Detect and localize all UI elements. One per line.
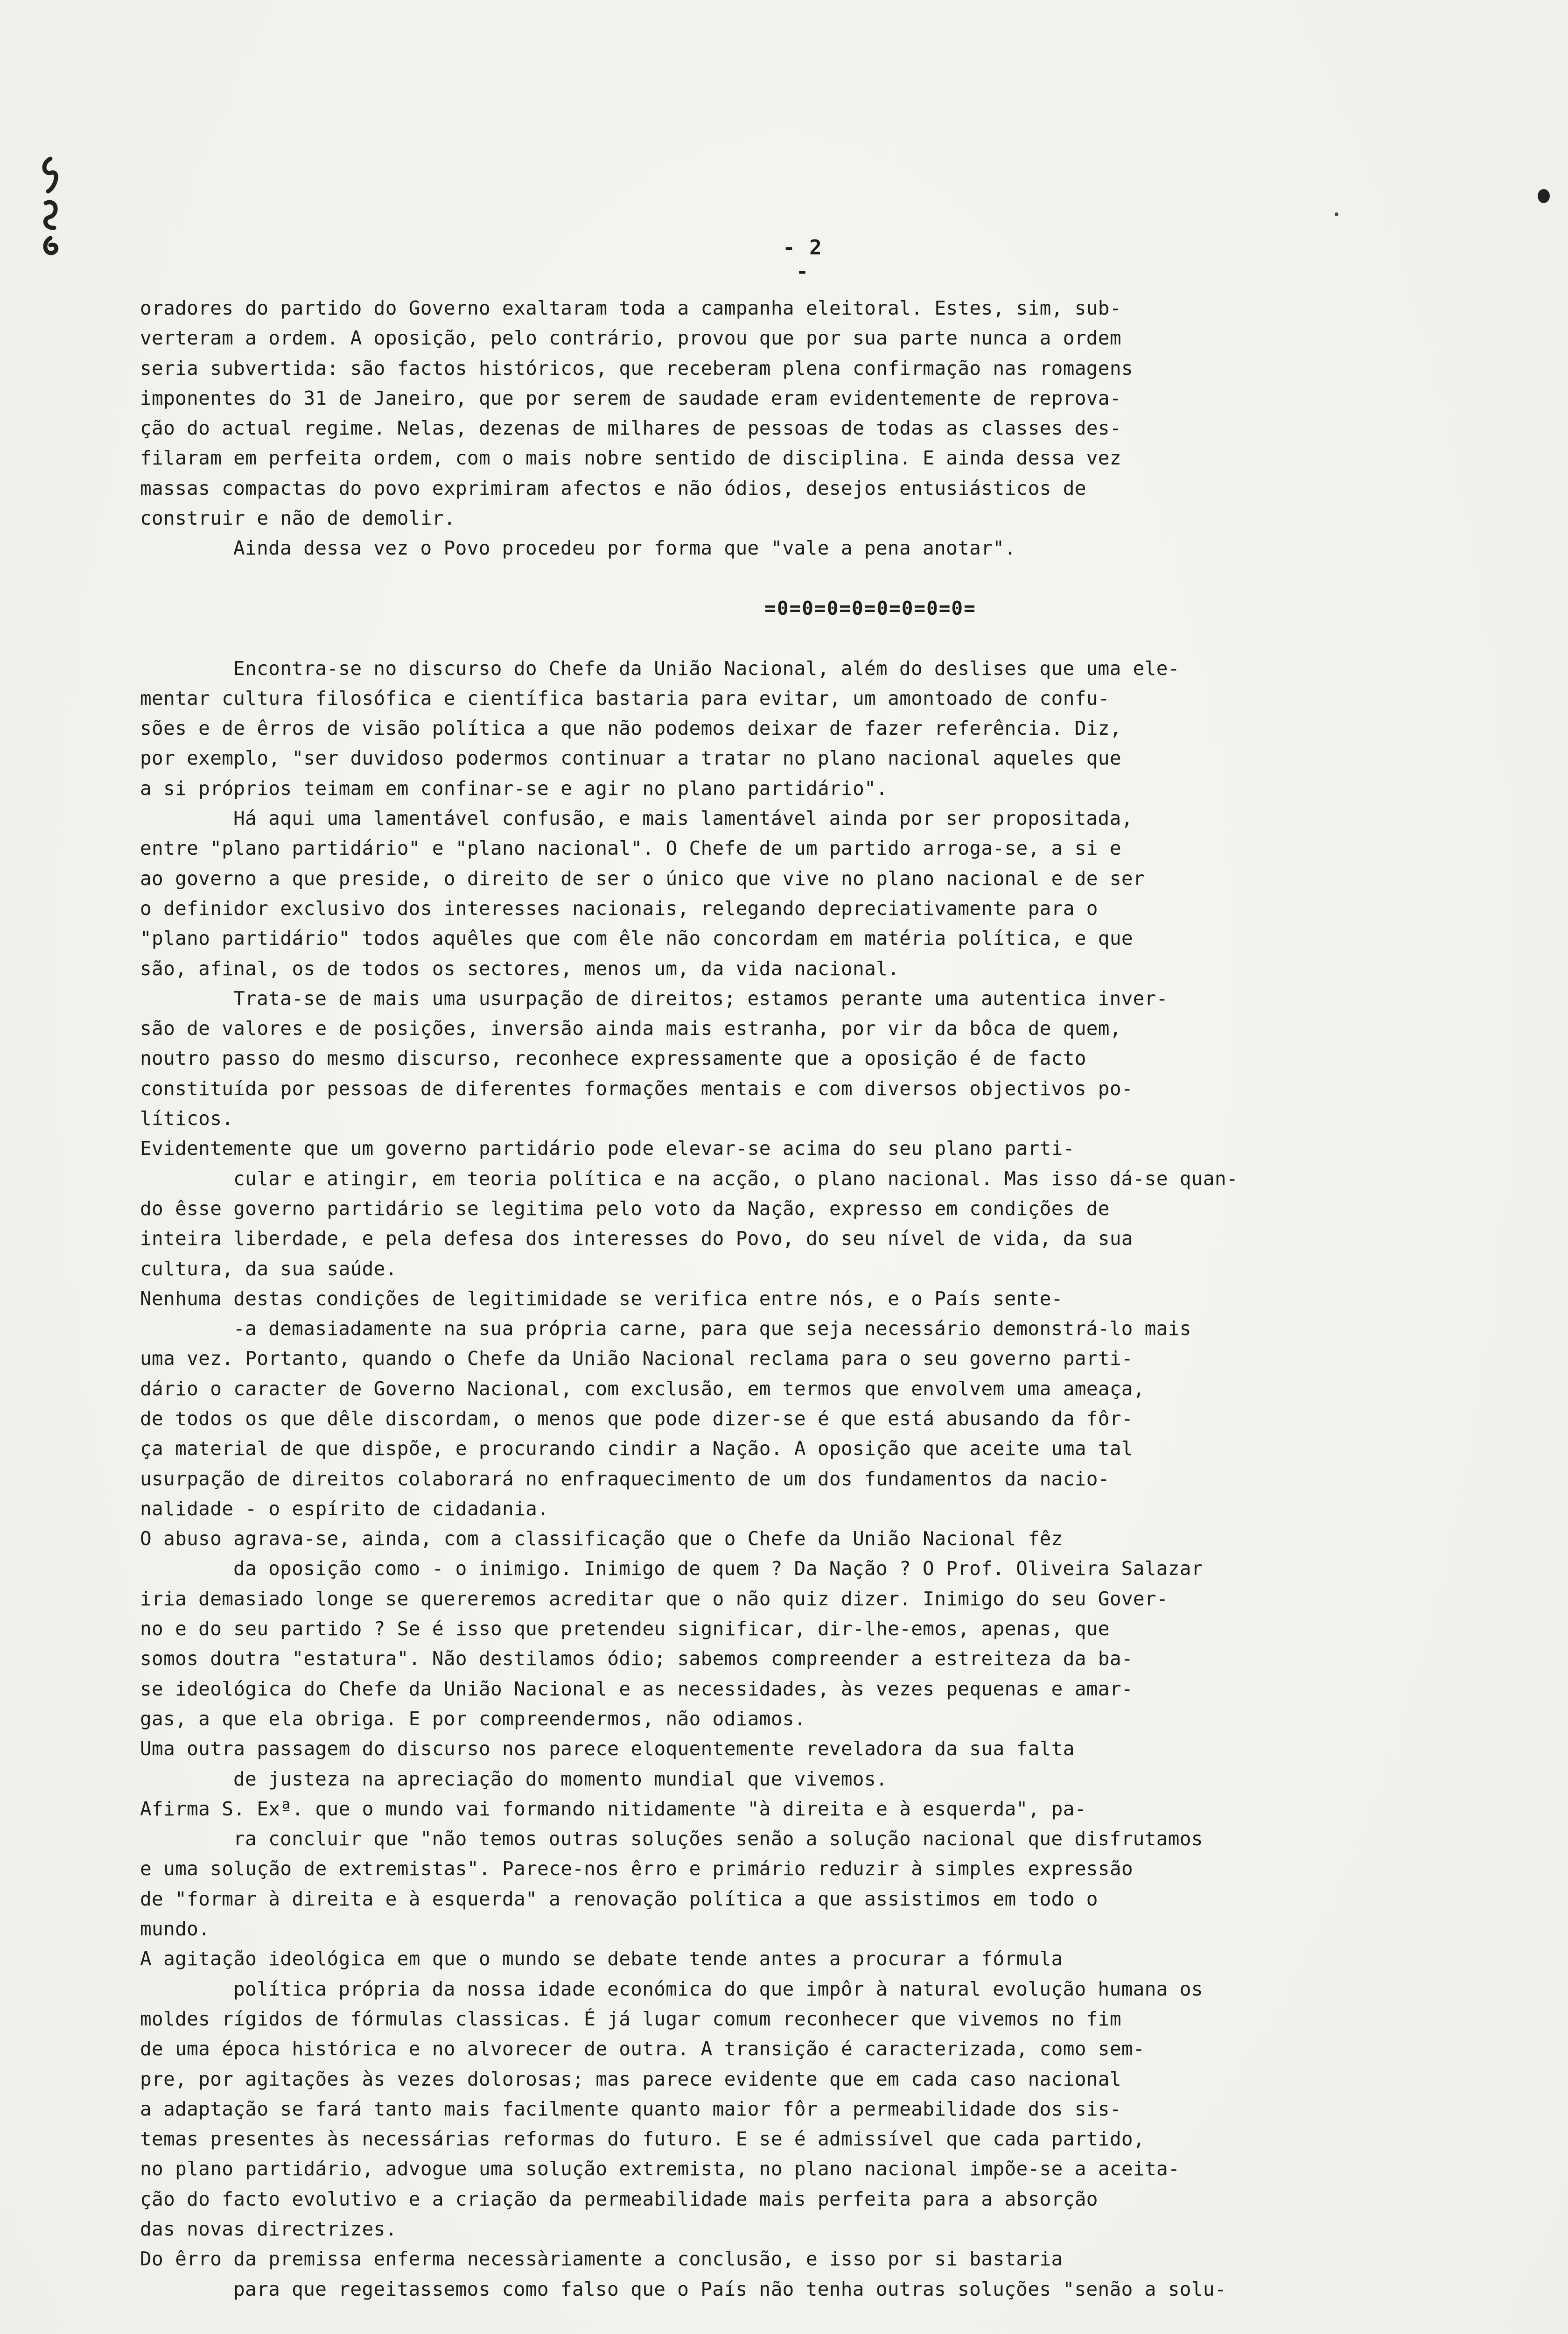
text-line: Nenhuma destas condições de legitimidade se verifica entre nós, e o País sente- [140,1287,1063,1310]
text-line: somos doutra "estatura". Não destilamos ódio; sabemos compreender a estreiteza da ba- [140,1647,1133,1670]
text-line: Ainda dessa vez o Povo procedeu por forma que "vale a pena anotar". [233,537,1016,560]
text-line: verteram a ordem. A oposição, pelo contrário, provou que por sua parte nunca a ordem [140,327,1121,350]
text-line: são, afinal, os de todos os sectores, menos um, da vida nacional. [140,957,900,980]
text-line: de justeza na apreciação do momento mundial que vivemos. [233,1767,888,1790]
text-line: e uma solução de extremistas". Parece-nos êrro e primário reduzir à simples expressão [140,1857,1133,1880]
text-line: nalidade - o espírito de cidadania. [140,1497,549,1520]
text-line: ao governo a que preside, o direito de ser o único que vive no plano nacional e de ser [140,867,1145,890]
handwritten-margin-mark [36,154,64,261]
text-line: usurpação de direitos colaborará no enfraquecimento de um dos fundamentos da nacio- [140,1467,1110,1490]
text-line: -a demasiadamente na sua própria carne, para que seja necessário demonstrá-lo mais [233,1317,1191,1340]
section-separator: =0=0=0=0=0=0=0=0= [764,597,976,619]
text-line: moldes rígidos de fórmulas classicas. É já lugar comum reconhecer que vivemos no fim [140,2007,1121,2030]
text-line: líticos. [140,1107,234,1130]
text-line: Uma outra passagem do discurso nos parece eloquentemente reveladora da sua falta [140,1737,1075,1760]
text-line: mentar cultura filosófica e científica bastaria para evitar, um amontoado de confu- [140,687,1110,710]
text-line: no plano partidário, advogue uma solução extremista, no plano nacional impõe-se a aceita- [140,2158,1180,2180]
text-line: mundo. [140,1918,210,1940]
blank-line [140,563,1447,593]
text-line: sões e de êrros de visão política a que não podemos deixar de fazer referência. Diz, [140,717,1121,740]
text-line: gas, a que ela obriga. E por compreendermos, não odiamos. [140,1707,806,1730]
text-line: são de valores e de posições, inversão ainda mais estranha, por vir da bôca de quem, [140,1017,1121,1040]
text-line: iria demasiado longe se quereremos acreditar que o não quiz dizer. Inimigo do seu Gover- [140,1587,1168,1610]
text-line: do êsse governo partidário se legitima pelo voto da Nação, expresso em condições de [140,1197,1110,1220]
text-line: ra concluir que "não temos outras soluções senão a solução nacional que disfrutamos [233,1828,1203,1850]
text-line: cular e atingir, em teoria política e na acção, o plano nacional. Mas isso dá-se quan- [233,1167,1238,1190]
text-line: cultura, da sua saúde. [140,1257,397,1280]
ink-blot [1538,189,1550,203]
text-line: de uma época histórica e no alvorecer de outra. A transição é caracterizada, como sem- [140,2038,1145,2060]
text-line: "plano partidário" todos aquêles que com êle não concordam em matéria política, e que [140,927,1133,950]
text-line: construir e não de demolir. [140,507,455,530]
text-line: Há aqui uma lamentável confusão, e mais lamentável ainda por ser propositada, [233,807,1133,830]
text-line: entre "plano partidário" e "plano nacional". O Chefe de um partido arroga-se, a si e [140,837,1121,860]
text-line: filaram em perfeita ordem, com o mais nobre sentido de disciplina. E ainda dessa vez [140,447,1121,470]
typewritten-body-text [140,293,1447,2304]
text-line: da oposição como - o inimigo. Inimigo de quem ? Da Nação ? O Prof. Oliveira Salazar [233,1557,1203,1580]
text-line: ção do actual regime. Nelas, dezenas de milhares de pessoas de todas as classes des- [140,417,1121,440]
blank-line [140,623,1447,653]
text-line: uma vez. Portanto, quando o Chefe da União Nacional reclama para o seu governo parti- [140,1347,1133,1370]
text-line: de "formar à direita e à esquerda" a renovação política a que assistimos em todo o [140,1887,1098,1910]
text-line: pre, por agitações às vezes dolorosas; mas parece evidente que em cada caso nacional [140,2067,1121,2090]
text-line: noutro passo do mesmo discurso, reconhece expressamente que a oposição é de facto [140,1047,1086,1070]
text-line: O abuso agrava-se, ainda, com a classificação que o Chefe da União Nacional fêz [140,1527,1063,1550]
text-line: temas presentes às necessárias reformas do futuro. E se é admissível que cada partido, [140,2128,1145,2151]
text-line: inteira liberdade, e pela defesa dos interesses do Povo, do seu nível de vida, da sua [140,1227,1133,1250]
text-line: Trata-se de mais uma usurpação de direitos; estamos perante uma autentica inver- [233,987,1168,1010]
text-line: massas compactas do povo exprimiram afectos e não ódios, desejos entusiásticos de [140,477,1086,499]
text-line: a adaptação se fará tanto mais facilmente quanto maior fôr a permeabilidade dos sis- [140,2097,1121,2120]
text-line: A agitação ideológica em que o mundo se debate tende antes a procurar a fórmula [140,1947,1063,1970]
text-line: ção do facto evolutivo e a criação da permeabilidade mais perfeita para a absorção [140,2187,1098,2210]
ink-speck [1335,212,1338,216]
text-line: política própria da nossa idade económica do que impôr à natural evolução humana os [233,1977,1203,2000]
text-line: Encontra-se no discurso do Chefe da União Nacional, além do deslises que uma ele- [233,657,1180,680]
text-line: das novas directrizes. [140,2218,397,2240]
text-line: por exemplo, "ser duvidoso podermos continuar a tratar no plano nacional aqueles que [140,747,1121,770]
text-line: o definidor exclusivo dos interesses nacionais, relegando depreciativamente para o [140,897,1098,920]
text-line: seria subvertida: são factos históricos, que receberam plena confirmação nas romagens [140,357,1133,380]
text-line: Do êrro da premissa enferma necessàriamente a conclusão, e isso por si bastaria [140,2248,1063,2271]
text-line: a si próprios teimam em confinar-se e agir no plano partidário". [140,777,888,800]
text-line: se ideológica do Chefe da União Nacional e as necessidades, às vezes pequenas e amar- [140,1677,1133,1700]
text-line: oradores do partido do Governo exaltaram toda a campanha eleitoral. Estes, sim, sub- [140,297,1121,319]
text-line: constituída por pessoas de diferentes formações mentais e com diversos objectivos po- [140,1077,1133,1100]
text-line: de todos os que dêle discordam, o menos que pode dizer-se é que está abusando da fôr- [140,1407,1133,1430]
text-line: Afirma S. Exª. que o mundo vai formando nitidamente "à direita e à esquerda", pa- [140,1797,1086,1820]
text-line: dário o caracter de Governo Nacional, com exclusão, em termos que envolvem uma ameaça, [140,1377,1145,1400]
text-line: ça material de que dispõe, e procurando cindir a Nação. A oposição que aceite uma tal [140,1437,1133,1460]
text-line: para que regeitassemos como falso que o País não tenha outras soluções "senão a solu- [233,2278,1226,2300]
text-line: imponentes do 31 de Janeiro, que por serem de saudade eram evidentemente de reprova- [140,387,1121,409]
page-number: - 2 - [783,236,823,283]
text-line: Evidentemente que um governo partidário pode elevar-se acima do seu plano parti- [140,1137,1075,1160]
text-line: no e do seu partido ? Se é isso que pretendeu significar, dir-lhe-emos, apenas, que [140,1617,1110,1640]
